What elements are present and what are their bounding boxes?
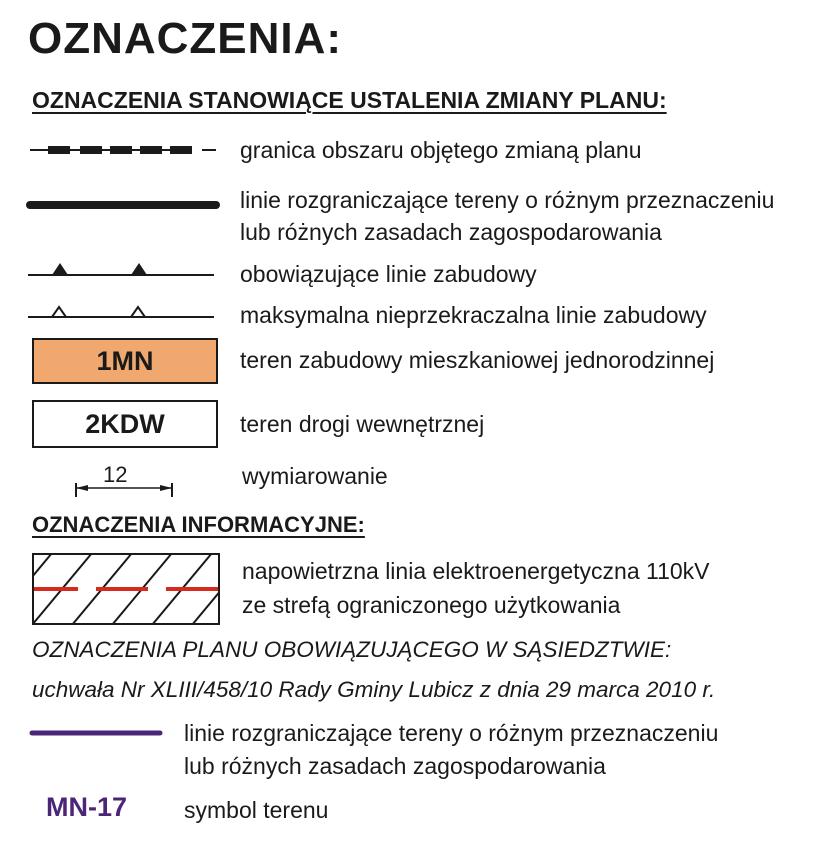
symbol-mn-17: MN-17	[46, 792, 128, 822]
max-building-line-label: maksymalna nieprzekraczalna linie zabudowy	[240, 302, 707, 328]
symbol-1mn: 1MN	[32, 338, 218, 384]
neighbour-demarcation-line-symbol	[30, 728, 164, 738]
boundary-line-label: granica obszaru objętego zmianą planu	[240, 137, 642, 163]
symbol-mn-17-label: symbol terenu	[184, 797, 329, 823]
mandatory-building-line-symbol	[28, 258, 218, 280]
dimension-label: wymiarowanie	[242, 463, 388, 489]
dimension-symbol	[70, 480, 180, 500]
neighbour-demarcation-label-2: lub różnych zasadach zagospodarowania	[184, 753, 606, 779]
power-line-zone-symbol	[32, 553, 220, 625]
demarcation-line-symbol	[26, 198, 222, 212]
power-line-label-1: napowietrzna linia elektroenergetyczna 110kV	[242, 558, 710, 584]
symbol-2kdw-label: teren drogi wewnętrznej	[240, 411, 485, 437]
dimension-value: 12	[103, 462, 128, 487]
demarcation-line-label-1: linie rozgraniczające tereny o różnym przeznaczeniu	[240, 187, 775, 213]
demarcation-line-label-2: lub różnych zasadach zagospodarowania	[240, 219, 662, 245]
page-title: OZNACZENIA:	[28, 14, 343, 63]
resolution-reference: uchwała Nr XLIII/458/10 Rady Gminy Lubicz z dnia 29 marca 2010 r.	[32, 677, 716, 702]
section-heading-binding: OZNACZENIA STANOWIĄCE USTALENIA ZMIANY PLANU:	[32, 87, 667, 113]
power-line-label-2: ze strefą ograniczonego użytkowania	[242, 592, 621, 618]
neighbour-demarcation-label-1: linie rozgraniczające tereny o różnym przeznaczeniu	[184, 720, 719, 746]
section-heading-informational: OZNACZENIA INFORMACYJNE:	[32, 512, 365, 537]
max-building-line-symbol	[28, 300, 218, 322]
symbol-2kdw: 2KDW	[32, 400, 218, 448]
section-heading-neighbour: OZNACZENIA PLANU OBOWIĄZUJĄCEGO W SĄSIEDZTWIE:	[32, 637, 672, 662]
mandatory-building-line-label: obowiązujące linie zabudowy	[240, 261, 537, 287]
boundary-line-symbol	[30, 143, 220, 157]
symbol-1mn-label: teren zabudowy mieszkaniowej jednorodzinnej	[240, 347, 715, 373]
